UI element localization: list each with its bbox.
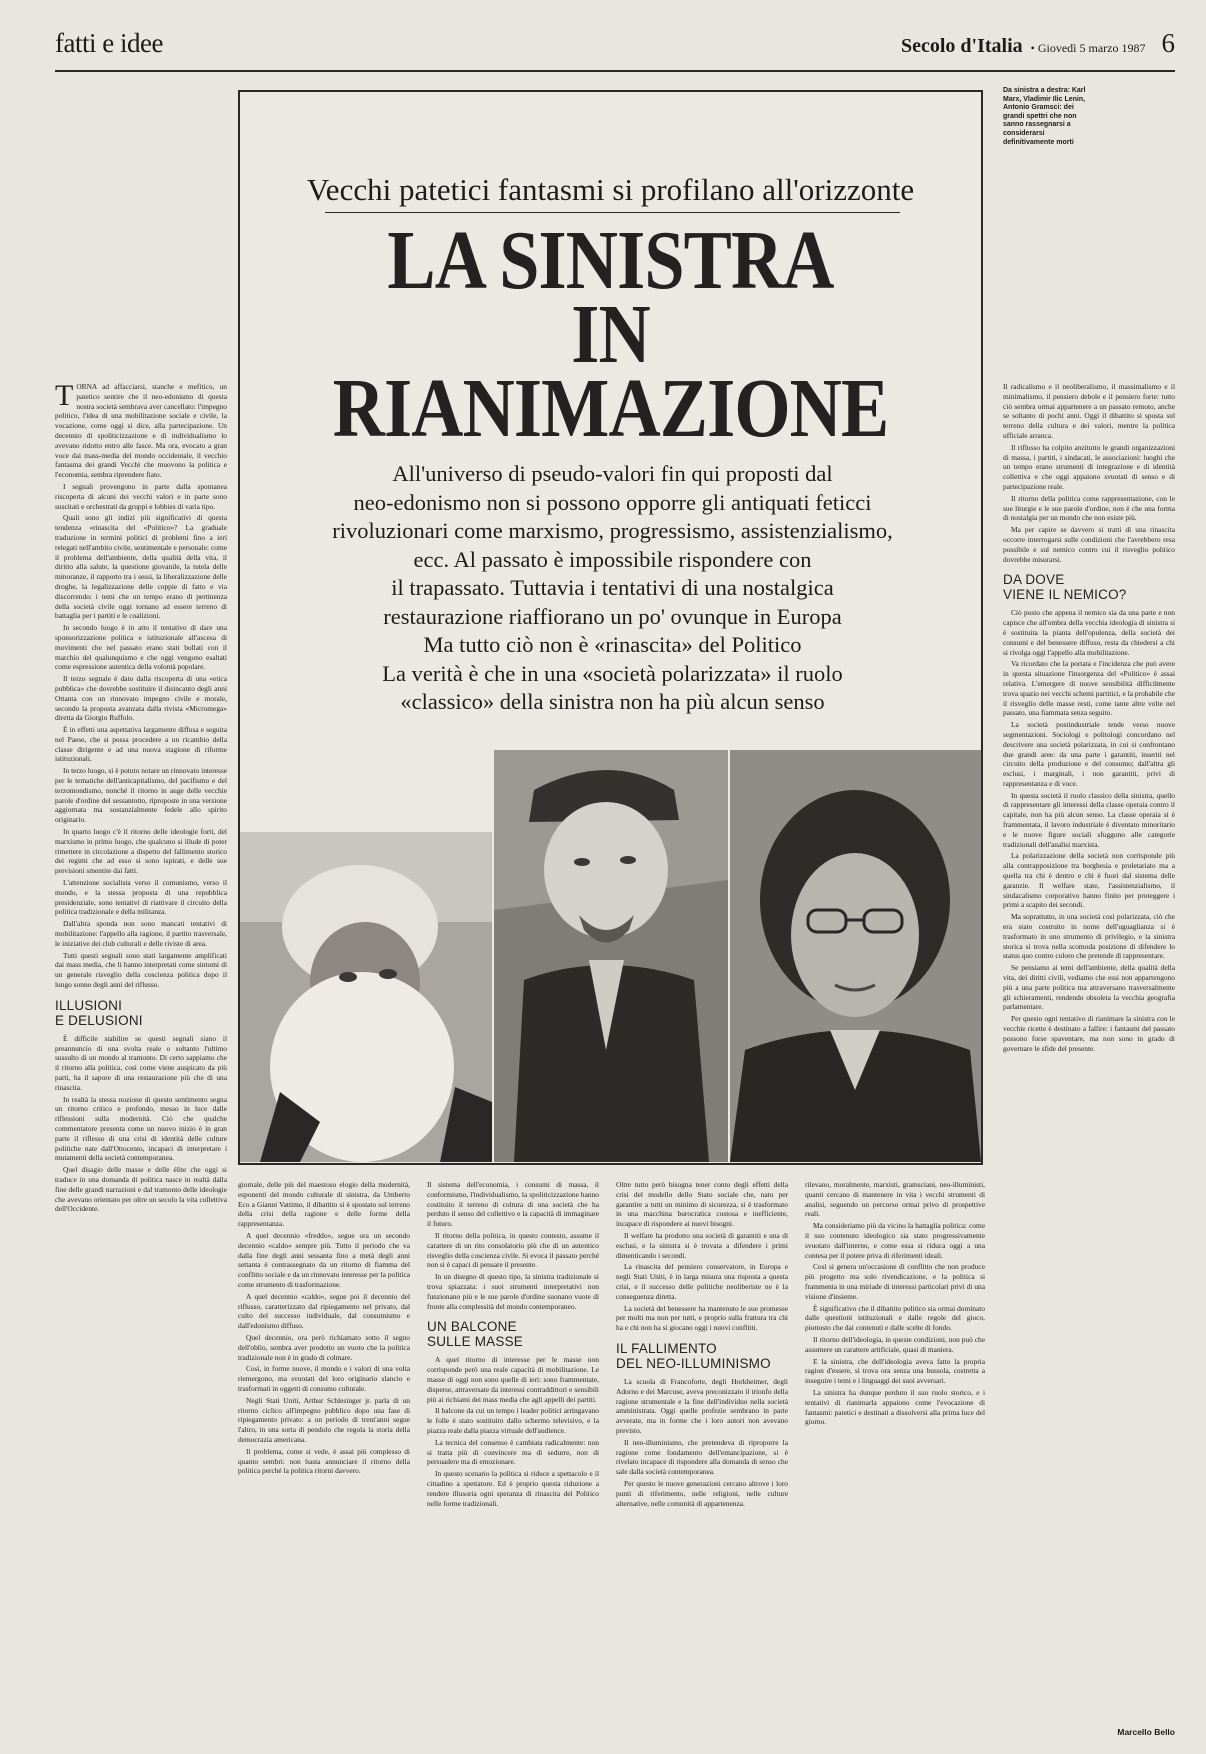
paragraph: In quarto luogo c'è il ritorno delle ideologie forti, del marxismo in primo luogo, che qualcuno si illude di poter rimettere in circolazione a dispetto del fallimento storico dei regimi che ad esso si sono ispirati, e delle sue previsioni smentite dai fatti. [55, 827, 227, 876]
paragraph: L'attenzione socialista verso il comunismo, verso il mondo, e la stessa proposta di una repubblica presidenziale, sono tentativi di riattivare il circuito della politica tradizionale e della militanza. [55, 878, 227, 917]
page-number: 6 [1161, 28, 1175, 58]
paragraph: Se pensiamo ai temi dell'ambiente, della qualità della vita, dei diritti civili, vediamo che essi non appartengono più a una parte politica ma attraversano trasversalmente gli schieramenti, rendendo obsoleta la vecchia geografia parlamentare. [1003, 963, 1175, 1012]
headline-line-3: RIANIMAZIONE [332, 362, 889, 455]
paragraph: Il riflusso ha colpito anzitutto le grandi organizzazioni di massa, i partiti, i sindacati, le associazioni: luoghi che un tempo erano strumenti di integrazione e di identità collettiva e che oggi appaiono svuotati di senso e di partecipazione reale. [1003, 442, 1175, 491]
subhead-line: ILLUSIONI [55, 997, 123, 1013]
paragraph: La scuola di Francoforte, degli Horkheimer, degli Adorno e dei Marcuse, aveva preconizzato il trionfo della ragione strumentale e la fine dell'individuo nella società amministrata. Oggi quelle profezie sembrano in parte avverate, ma in forme che i loro autori non avevano previsto. [616, 1376, 788, 1435]
paragraph: Il ritorno dell'ideologia, in queste condizioni, non può che assumere un carattere artificiale, quasi di maniera. [805, 1334, 985, 1354]
paragraph: Per questo le nuove generazioni cercano altrove i loro punti di riferimento, nelle religioni, nelle culture alternative, nelle comunità di appartenenza. [616, 1478, 788, 1508]
masthead-right [901, 28, 1175, 59]
paragraph: La società del benessere ha mantenuto le sue promesse per molti ma non per tutti, e proprio sulla frattura tra chi ha e chi non ha si giocano oggi i nuovi conflitti. [616, 1303, 788, 1333]
subhead-line: IL FALLIMENTO [616, 1340, 717, 1356]
paragraph: Il ritorno della politica come rappresentazione, con le sue liturgie e le sue parole d'ordine, non è che una forma di nostalgia per un mondo che non esiste più. [1003, 493, 1175, 523]
subhead-line: DEL NEO-ILLUMINISMO [616, 1355, 771, 1371]
paragraph: In questa società il ruolo classico della sinistra, quello di rappresentare gli interessi della classe operaia contro il capitale, non ha più alcun senso. La classe operaia si è frammentata, il lavoro industriale è diventato minoritario e le nuove figure sociali sfuggono alle categorie tradizionali dell'analisi marxista. [1003, 790, 1175, 849]
paragraph: In secondo luogo è in atto il tentativo di dare una sponsorizzazione politica e istituzionale all'ascesa di movimenti che nel passato erano stati bollati con il marchio del qualunquismo e che oggi vengono esaltati come espressione autentica della volontà popolare. [55, 623, 227, 672]
subhead-line: VIENE IL NEMICO? [1003, 587, 1127, 603]
paragraph: Ciò posto che appena il nemico sia da una parte e non capisce che all'ombra della vecchia ideologia di sinistra si è sostituita la pianta dell'opulenza, della società dei consumi e del benessere diffuso, resta da chiedersi a chi si rivolga oggi l'appello alla mobilitazione. [1003, 608, 1175, 657]
paragraph-text: ORNA ad affacciarsi, stanche e mefitico, un patetico sentire che il neo-edonismo di questa nostra società sembrava aver cancellato: l'impegno politico, l'idea di una mobilitazione sociale e civile, la vocazione, come oggi si dice, alla partecipazione. Un decennio di spoliticizzazione e di individualismo lo avevano ridotto entro alle fasce. Ma ora, evocato a gran voce dai mass-media del mondo occidentale, il vecchio fantasma dei grandi Vecchi che muovono la politica e l'economia, sembra riprendere fiato. [55, 382, 227, 480]
deck-line: All'universo di pseudo-valori fin qui proposti dal [392, 461, 833, 486]
paragraph: Il welfare ha prodotto una società di garantiti e una di esclusi, e la sinistra si è trovata a difendere i primi dimenticando i secondi. [616, 1230, 788, 1260]
subhead-line: SULLE MASSE [427, 1334, 523, 1350]
paragraph: Ma consideriamo più da vicino la battaglia politica: come il suo contenuto ideologico sia stato progressivamente svuotato dall'interno, e come essa si riduca oggi a una contesa per il potere priva di riferimenti ideali. [805, 1221, 985, 1260]
deck-line: «classico» della sinistra non ha più alcun senso [400, 689, 825, 714]
paragraph: In realtà la stessa nozione di questo sentimento segna un ritorno critico e profondo, messo in luce dalle riflessioni sulla modernità. Ciò che qualche commentatore presenta come un nuovo inizio è in gran parte il riflesso di una crisi di identità delle culture politiche nate dall'Ottocento, incapaci di interpretare i mutamenti della società contemporanea. [55, 1094, 227, 1163]
subhead-nemico [1003, 572, 1175, 602]
paragraph: A quel decennio «freddo», segue ora un secondo decennio «caldo» sempre più. Tutto il periodo che va dalla fine degli anni sessanta fino a metà degli anni settanta è contrassegnato da un ritorno di fiamma del conflitto sociale e da un rinnovato interesse per la politica come strumento di trasformazione. [238, 1230, 410, 1289]
deck-line: il trapassato. Tuttavia i tentativi di una nostalgica [391, 575, 834, 600]
deck-line: La verità è che in una «società polarizzata» il ruolo [382, 660, 843, 686]
paragraph: Il neo-illuminismo, che pretendeva di riproporre la ragione come fondamento dell'emancipazione, si è rivelato incapace di rispondere alla domanda di senso che sale dalla società contemporanea. [616, 1437, 788, 1477]
paragraph: Il sistema dell'economia, i consumi di massa, il conformismo, l'individualismo, la spoliticizzazione hanno costituito il terreno di coltura di una società che ha perduto il senso del collettivo e la capacità di immaginare il futuro. [427, 1180, 599, 1229]
paragraph: Quel decennio, ora però richiamato sotto il segno dell'oblio, sembra aver prodotto un vuoto che la politica tradizionale non è in grado di colmare. [238, 1332, 410, 1362]
deck-line: Ma tutto ciò non è «rinascita» del Politico [423, 632, 802, 657]
headline-line-1: LA SINISTRA [387, 214, 834, 307]
paragraph: In questo scenario la politica si riduce a spettacolo e il cittadino a spettatore. Ed è proprio questa riduzione a rendere illusoria ogni speranza di rinascita del Politico nelle forme tradizionali. [427, 1469, 599, 1508]
paragraph: Il ritorno della politica, in questo contesto, assume il carattere di un rito consolatorio più che di un autentico risveglio della coscienza civile. Si evoca il passato perché non si è capaci di pensare il presente. [427, 1230, 599, 1270]
lead-paragraph [55, 382, 227, 480]
paragraph: Il balcone da cui un tempo i leader politici arringavano le folle è stato sostituito dallo schermo televisivo, e la piazza reale dalla piazza virtuale dell'audience. [427, 1406, 599, 1435]
portrait-photos [240, 742, 981, 1162]
paragraph: Ma soprattutto, in una società così polarizzata, ciò che era stato costruito in nome dell'uguaglianza si è trasformato in uno strumento di privilegio, e la sinistra storica si trova nella scomoda posizione di difendere lo status quo contro coloro che pretende di rappresentare. [1003, 912, 1175, 961]
masthead [55, 22, 1175, 72]
paragraph: In un disegno di questo tipo, la sinistra tradizionale si trova spiazzata: i suoi strumenti interpretativi non funzionano più e le sue parole d'ordine suonano vuote di fronte alla complessità del mondo contemporaneo. [427, 1272, 599, 1311]
paragraph: È significativo che il dibattito politico sia ormai dominato dalle questioni istituzionali e dalle regole del gioco, piuttosto che dai contenuti e dalle scelte di fondo. [805, 1303, 985, 1333]
subhead-line: DA DOVE [1003, 572, 1065, 588]
paragraph: Il radicalismo e il neoliberalismo, il massimalismo e il minimalismo, il pensiero debole e il pensiero forte: tutto ciò sembra ormai appartenere a un passato remoto, anche se soltanto di pochi anni. Oggi il dibattito si sposta sul terreno della cultura e dei valori, mentre la politica ufficiale arranca. [1003, 382, 1175, 440]
paragraph: Oltre tutto però bisogna tener conto degli effetti della crisi del modello dello Stato sociale che, nato per garantire a tutti un minimo di sicurezza, si è trasformato in una macchina burocratica costosa e inefficiente, incapace di rispondere ai nuovi bisogni. [616, 1180, 788, 1229]
paragraph: Il terzo segnale è dato dalla riscoperta di una «etica pubblica» che dovrebbe sostituire il disincanto degli anni Ottanta con un rinnovato impegno civile e morale, secondo la proposta avanzata dalla rivista «Micromega» diretta da Giorgio Ruffolo. [55, 674, 227, 723]
paragraph: Così, in forme nuove, il mondo e i valori di una volta riemergono, ma svuotati del loro originario slancio e trasformati in oggetti di consumo culturale. [238, 1364, 410, 1393]
subhead-balcone [427, 1319, 599, 1349]
paragraph: Negli Stati Uniti, Arthur Schlesinger jr. parla di un ritorno ciclico all'impegno pubblico dopo una fase di ripiegamento privato: a un periodo di trent'anni segue l'altro, in una sorta di pendolo che regola la storia della democrazia americana. [238, 1395, 410, 1444]
headline-box [238, 90, 983, 1165]
photo-caption: Da sinistra a destra: Karl Marx, Vladimir Ilic Lenin, Antonio Gramsci: dei grandi spettri che non sanno rassegnarsi a considerarsi definitivamente morti [1003, 87, 1086, 146]
subhead-illusioni [55, 998, 227, 1028]
article-column-bottom-2 [427, 1180, 599, 1730]
article-column-bottom-4 [805, 1180, 985, 1730]
article-column-left [55, 382, 227, 1737]
portrait-marx-photo [240, 832, 492, 1162]
subhead-line: UN BALCONE [427, 1319, 517, 1335]
paragraph: In terzo luogo, si è potuto notare un rinnovato interesse per le tematiche dell'anticapitalismo, del pacifismo e del terzomondismo, nonché il ritorno in auge delle vecchie parole d'ordine del sessantotto, riproposte in una versione aggiornata ma sostanzialmente fedele allo spirito originario. [55, 766, 227, 825]
deck-line: ecc. Al passato è impossibile rispondere con [413, 546, 812, 572]
paragraph: E la sinistra, che dell'ideologia aveva fatto la propria ragion d'essere, si trova ora senza una bussola, costretta a inseguire i temi e i linguaggi dei suoi avversari. [805, 1356, 985, 1386]
portrait-lenin-photo [494, 750, 728, 1162]
subhead-line: E DELUSIONI [55, 1012, 143, 1028]
article-column-right [1003, 382, 1175, 1722]
subhead-fallimento [616, 1341, 788, 1371]
overline-rule [325, 212, 900, 213]
paragraph: La società postindustriale tende verso nuove segmentazioni. Sociologi e politologi concordano nel descrivere una società polarizzata, in cui si confrontano due grandi aree: da una parte i garantiti, inseriti nel circuito della produzione e del consumo; dall'altra gli esclusi, i marginali, i non garantiti, privi di rappresentanza e di voce. [1003, 720, 1175, 788]
headline [292, 214, 929, 455]
newspaper-name: Secolo d'Italia [900, 35, 1023, 57]
paragraph: A quel ritorno di interesse per le masse non corrisponde però una reale capacità di mobilitazione. Le masse di oggi non sono quelle di ieri: sono frammentate, disperse, attraversate da interessi contraddittori e sensibili più ai richiami dei mass media che agli appelli dei partiti. [427, 1355, 599, 1404]
drop-cap: T [55, 382, 74, 412]
paragraph: La rinascita del pensiero conservatore, in Europa e negli Stati Uniti, è in larga misura una risposta a questa crisi, e il successo delle politiche neoliberiste ne è la conseguenza diretta. [616, 1262, 788, 1301]
paragraph: Va ricordato che la portata e l'incidenza che può avere in questa situazione l'insorgenza del «Politico» è assai relativa. L'emergere di nuove sensibilità difficilmente trova spazio nei vecchi schemi partitici, e la probabile che il risveglio delle masse resti, come tante altre volte nel passato, una fiammata senza seguito. [1003, 659, 1175, 718]
paragraph: La tecnica del consenso è cambiata radicalmente: non si tratta più di convincere ma di sedurre, non di persuadere ma di emozionare. [427, 1437, 599, 1467]
paragraph: Ma per capire se davvero si tratti di una rinascita occorre interrogarsi sulle condizioni che l'avrebbero resa possibile e sul nemico contro cui il risveglio politico dovrebbe misurarsi. [1003, 525, 1175, 564]
paragraph: Tutti questi segnali sono stati largamente amplificati dai mass media, che li hanno interpretati come sintomi di un generale risveglio della coscienza politica dopo il lungo sonno degli anni del riflusso. [55, 950, 227, 990]
paragraph: rilevano, moralmente, marxisti, gramsciani, neo-illuministi, quanti cercano di mantenere in vita i vecchi strumenti di analisi, seguendo un percorso ormai privo di prospettive reali. [805, 1180, 985, 1219]
deck [280, 460, 945, 717]
article-column-bottom-3 [616, 1180, 788, 1730]
section-title: fatti e idee [55, 28, 163, 58]
paragraph: giornale, delle più del maestoso elogio della modernità, esponenti del mondo culturale di sinistra, da Umberto Eco a Gianni Vattimo, il dibattito si è spostato sul terreno della crisi della ragione e delle forme della rappresentanza. [238, 1180, 410, 1229]
article-column-bottom-1 [238, 1180, 410, 1730]
paragraph: Quali sono gli indizi più significativi di questa tendenza «rinascita del «Politico»? La graduale traduzione in termini politici di problemi fino a ieri relegati nell'ambito civile, sentimentale e personale: come il problema dell'ambiente, della qualità della vita, il diritto alla salute, la questione giovanile, la tutela delle minoranze, il rapporto tra i sessi, la liberalizzazione delle droghe, la legalizzazione delle coppie di fatto e via discorrendo: i temi che un tempo erano di pertinenza della società civile oggi tornano ad essere terreno di battaglia per i partiti e le coalizioni. [55, 513, 227, 621]
deck-line: restaurazione riaffiorano un po' ovunque in Europa [383, 603, 842, 629]
paragraph: È in effetti una aspettativa largamente diffusa e seguita nel Paese, che si possa procedere a un ricambio della classe dirigente e ad una nuova stagione di riforme istituzionali. [55, 725, 227, 764]
paragraph: Così si genera un'occasione di conflitto che non produce più progetto ma solo rivendicazione, e la politica si frammenta in una miriade di interessi particolari privi di una visione d'insieme. [805, 1262, 985, 1301]
portrait-gramsci-photo [730, 750, 981, 1162]
paragraph: La polarizzazione della società non corrisponde più alla contrapposizione tra borghesia e proletariato ma a quella tra chi è dentro e chi è fuori dal sistema delle garanzie. Il welfare state, l'assistenzialismo, il sindacalismo corporativo hanno finito per proteggere i primi a scapito dei secondi. [1003, 851, 1175, 910]
overline: Vecchi patetici fantasmi si profilano all'orizzonte [306, 172, 915, 207]
author-signature: Marcello Bello [1117, 1727, 1175, 1737]
deck-line: neo-edonismo non si possono opporre gli antiquati feticci [353, 489, 872, 515]
paragraph: Dall'altra sponda non sono mancati tentativi di mobilitazione: l'appello alla ragione, il partito trasversale, le iniziative dei club culturali e delle riviste di area. [55, 919, 227, 948]
paragraph: Per questo ogni tentativo di rianimare la sinistra con le vecchie ricette è destinato a fallire: i fantasmi del passato possono forse spaventare, ma non sono in grado di governare le sfide del presente. [1003, 1014, 1175, 1053]
paragraph: Il problema, come si vede, è assai più complesso di quanto sembri: non basta annunciare il ritorno della politica perché la politica ritorni davvero. [238, 1446, 410, 1476]
headline-line-2: IN [571, 288, 650, 381]
deck-line: rivoluzionari come marxismo, progressismo, assistenzialismo, [332, 518, 893, 543]
paragraph: La sinistra ha dunque perduto il suo ruolo storico, e i tentativi di rianimarla appaiono come l'evocazione di fantasmi: patetici e destinati a dissolversi alla prima luce del giorno. [805, 1387, 985, 1427]
issue-date: • Giovedì 5 marzo 1987 [1030, 41, 1146, 55]
paragraph: A quel decennio «caldo», segue poi il decennio del riflusso, caratterizzato dal ripiegamento nel privato, dal culto del successo individuale, dal consumismo e dall'edonismo diffuso. [238, 1291, 410, 1331]
paragraph: Quel disagio delle masse e delle élite che oggi si traduce in una domanda di politica nasce in realtà dalla fine delle grandi narrazioni e dal tramonto delle ideologie che avevano orientato per oltre un secolo la vita collettiva dell'Occidente. [55, 1165, 227, 1214]
paragraph: È difficile stabilire se questi segnali siano il preannuncio di una svolta reale o soltanto l'ultimo sussulto di un mondo al tramonto. Di certo sappiamo che il ritorno alla politica, così come viene auspicato da più parti, ha il sapore di una restaurazione più che di una rinascita. [55, 1033, 227, 1092]
paragraph: I segnali provengono in parte dalla spontanea riscoperta di alcuni dei vecchi valori e in parte sono suscitati e orchestrati da gruppi e lobbies di varia tipo. [55, 481, 227, 511]
